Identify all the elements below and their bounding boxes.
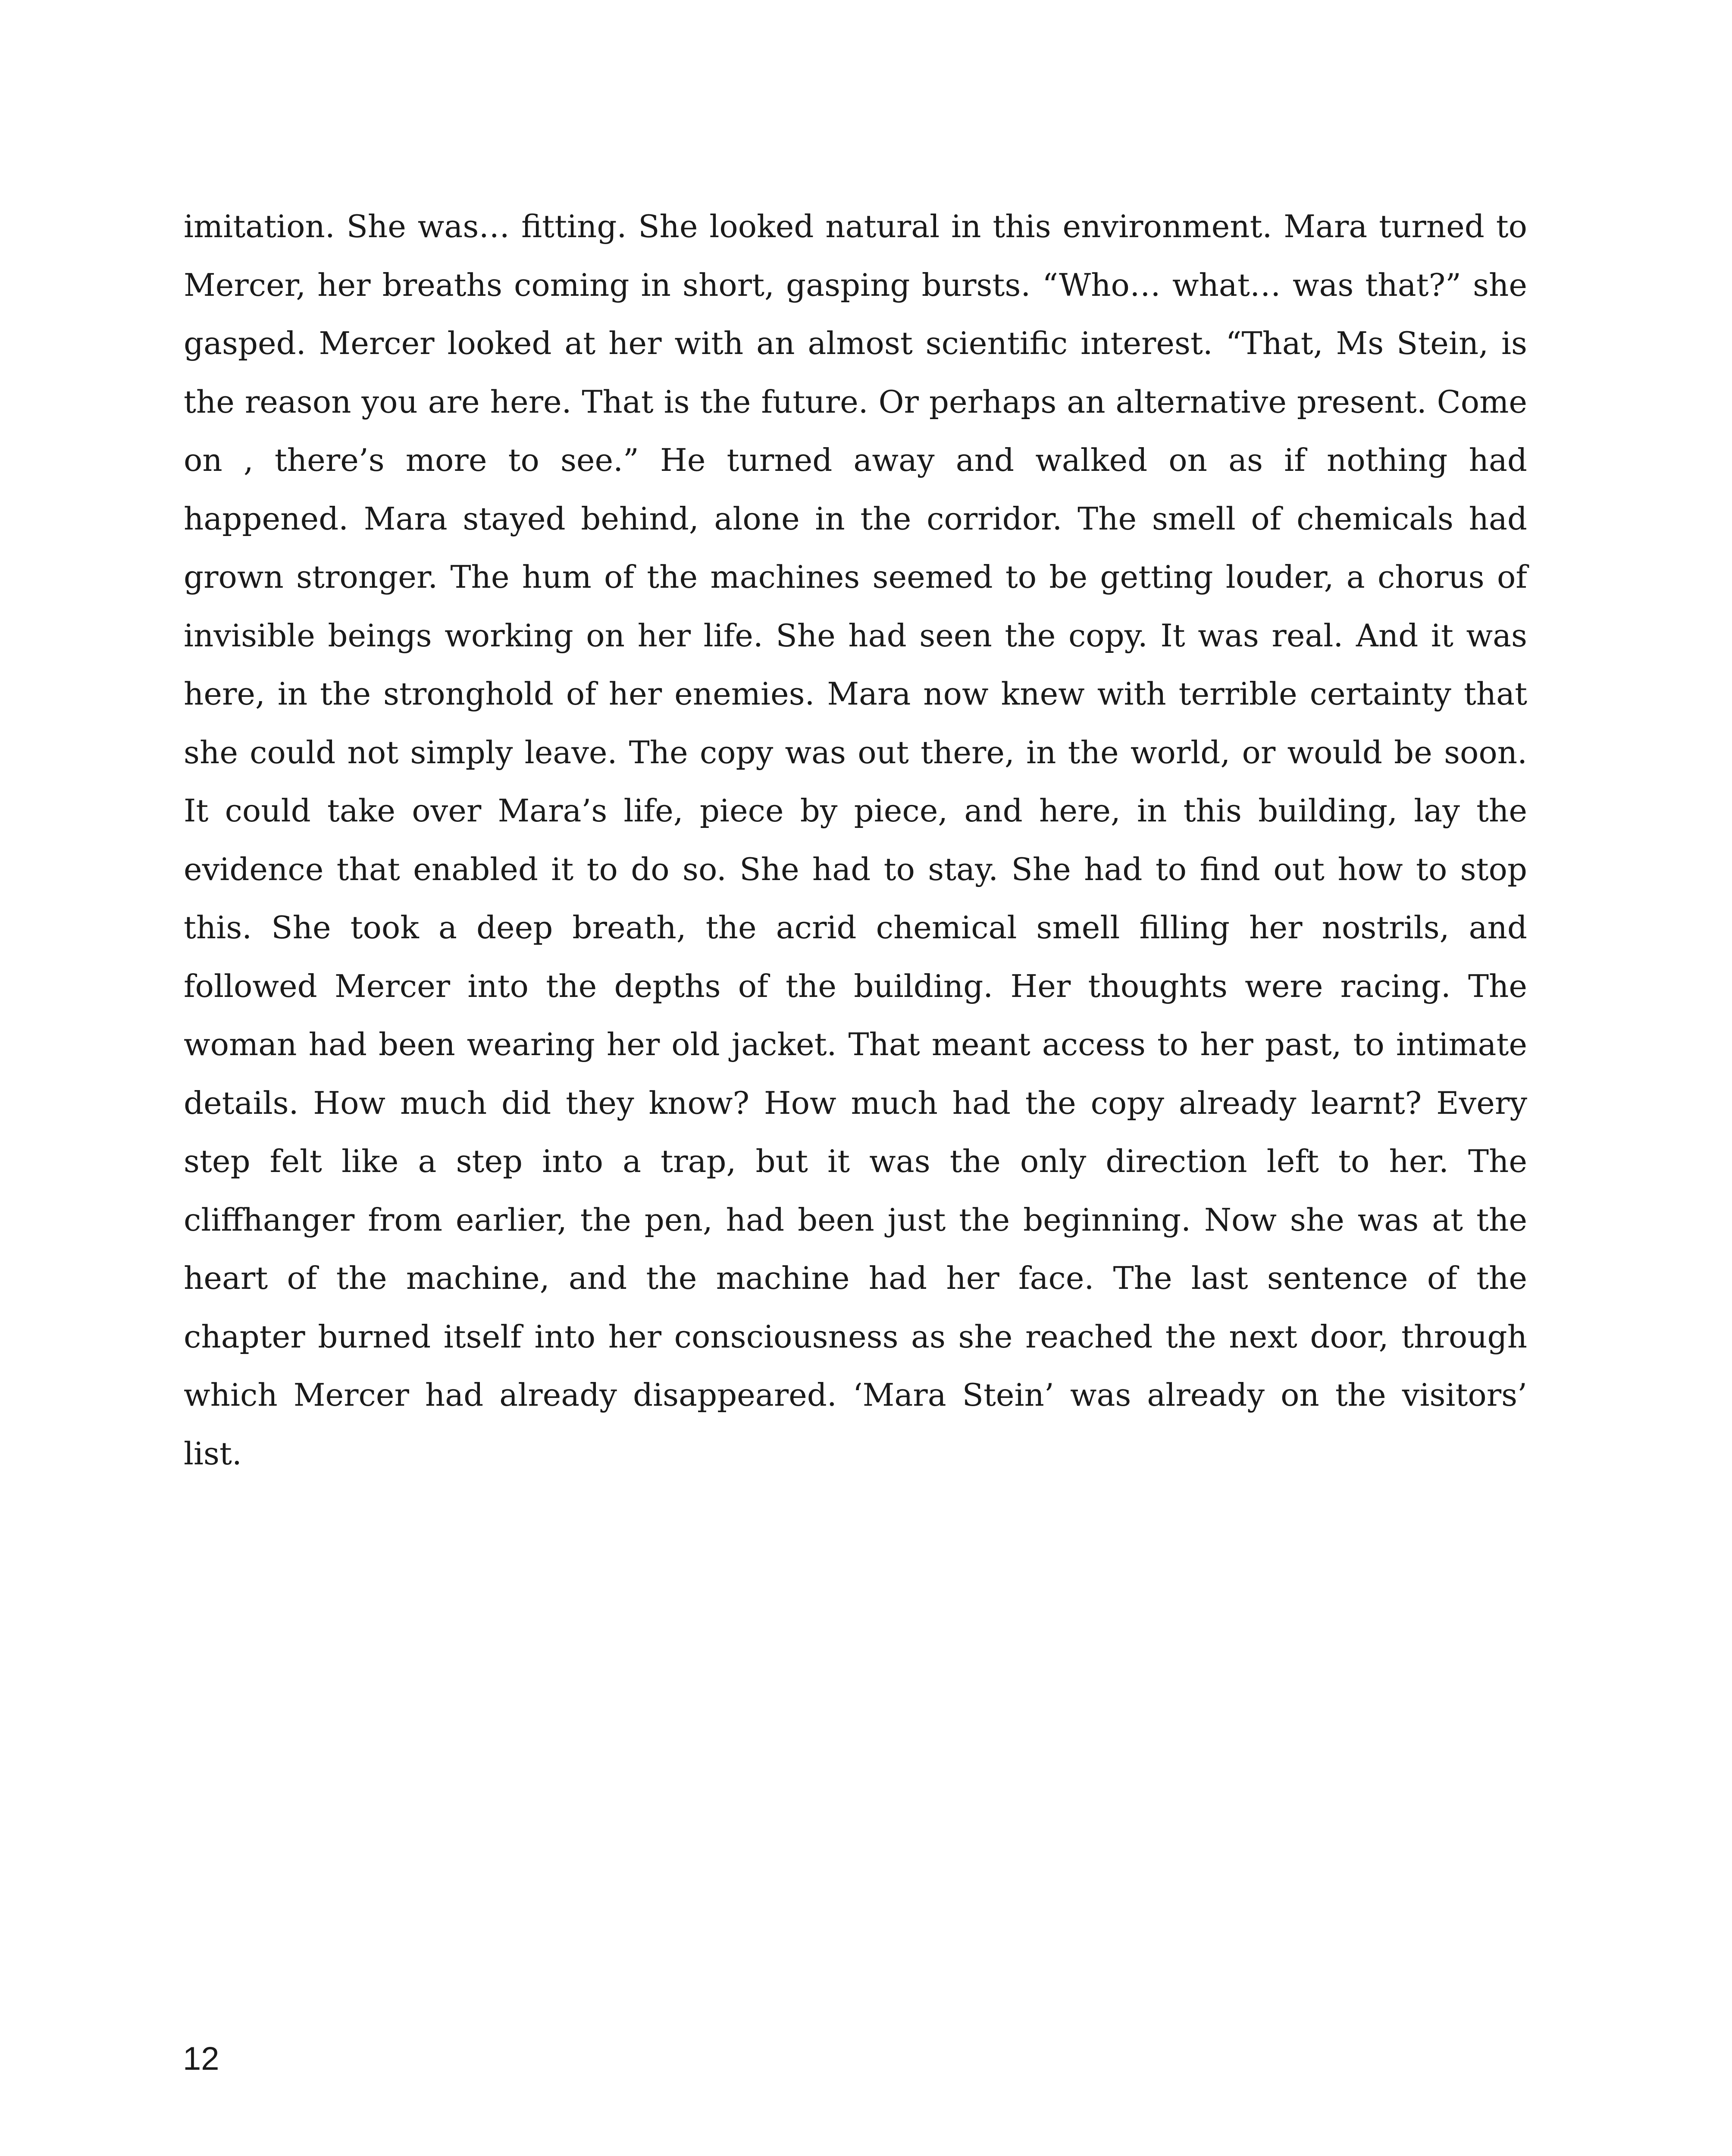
page-number: 12 <box>183 2040 219 2077</box>
body-paragraph: imitation. She was… fitting. She looked natural in this environment. Mara turned to Mercer, her breaths coming in short, gasping bursts. “Who… what… was that?” she gasped. Mercer looked at her with an almost scientific interest. “That, Ms Stein, is the reason you are here. That is the future. Or perhaps an alternative present. Come on , there’s more to see.” He turned away and walked on as if nothing had happened. Mara stayed behind, alone in the corridor. The smell of chemicals had grown stronger. The hum of the machines seemed to be getting louder, a chorus of invisible beings working on her life. She had seen the copy. It was real. And it was here, in the stronghold of her enemies. Mara now knew with terrible certainty that she could not simply leave. The copy was out there, in the world, or would be soon. It could take over Mara’s life, piece by piece, and here, in this building, lay the evidence that enabled it to do so. She had to stay. She had to find out how to stop this. She took a deep breath, the acrid chemical smell filling her nostrils, and followed Mercer into the depths of the building. Her thoughts were racing. The woman had been wearing her old jacket. That meant access to her past, to intimate details. How much did they know? How much had the copy already learnt? Every step felt like a step into a trap, but it was the only direction left to her. The cliffhanger from earlier, the pen, had been just the beginning. Now she was at the heart of the machine, and the machine had her face. The last sentence of the chapter burned itself into her consciousness as she reached the next door, through which Mercer had already disappeared. ‘Mara Stein’ was already on the visitors’ list. <box>184 208 1527 1472</box>
